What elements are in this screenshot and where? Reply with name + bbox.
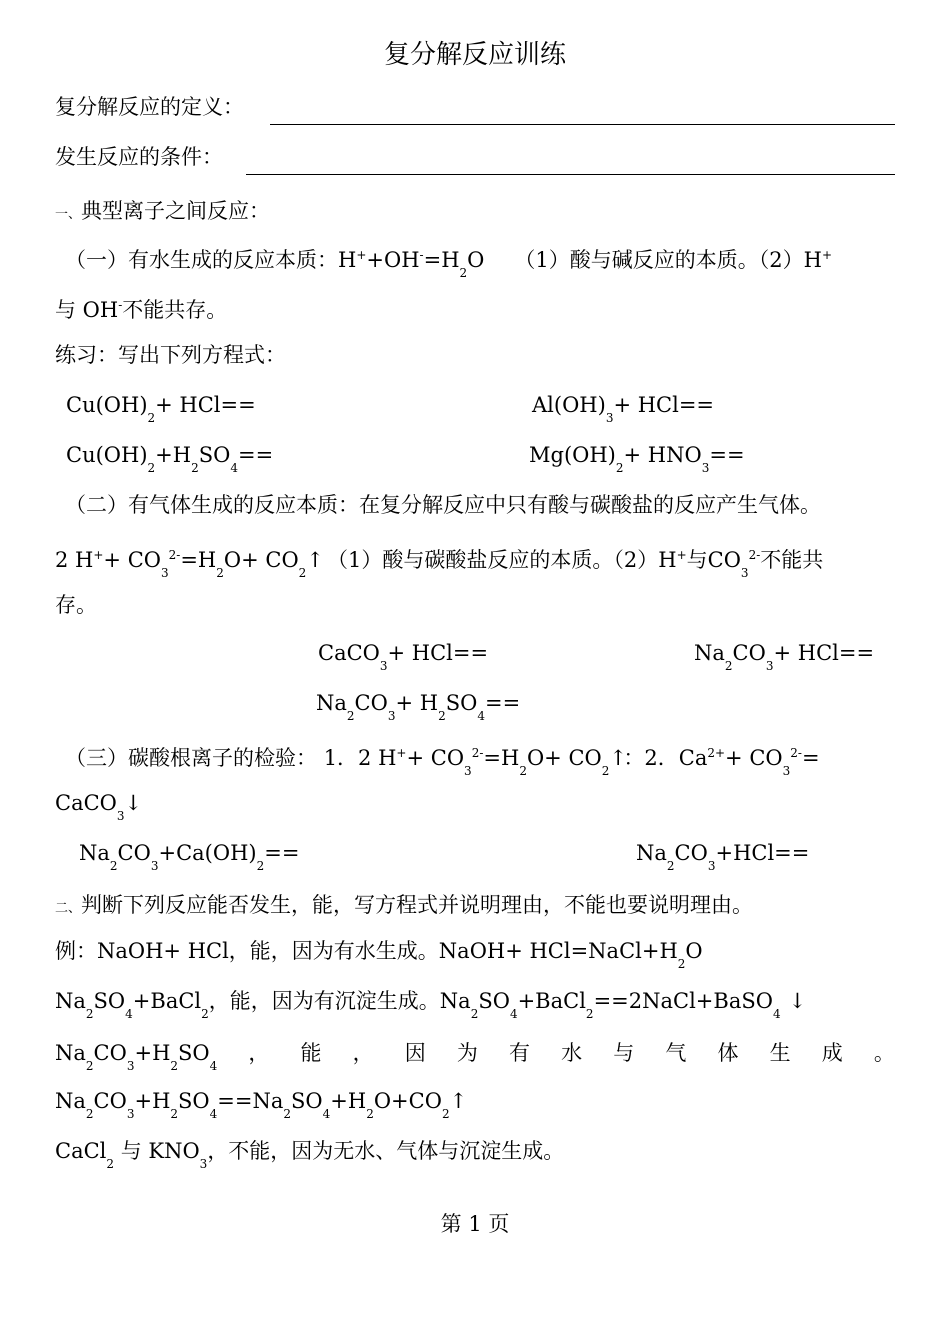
condition-blank[interactable] [246,174,895,175]
part2-line2: 2 $H^++ CO_3^{2-}=H_2O+$ $CO_2↑$ （1）酸与碳酸盐反应的本质。（2）H+与$CO_3^{2-}$不能共 [55,540,823,588]
example3-char: 因 [404,1041,426,1065]
section2-number: 二、 [55,901,82,916]
equation-mgoh2-hno3: $Mg(OH)_2+ HNO_3==$ [529,443,745,475]
example3-char: ， [352,1041,374,1065]
example3-char: ， [248,1041,270,1065]
example4-mid: 与 [120,1139,142,1163]
example-line1: 例：NaOH+ HCl，能，因为有水生成。NaOH+ $HCl=NaCl+H_2O$ [55,939,703,971]
example-prefix: 例： [55,939,97,963]
section1-title: 典型离子之间反应： [81,199,271,223]
section2-title: 判断下列反应能否发生，能，写方程式并说明理由，不能也要说明理由。 [81,893,754,917]
equation-cuoh2-hcl: $Cu(OH)_2+ HCl==$ [66,393,256,425]
arrow-up-icon: ↑ [609,746,627,770]
example3-char: 能 [300,1041,322,1065]
example3-char: 有 [509,1041,531,1065]
equation-na2co3-caoh2: $Na_2CO_3+Ca(OH)_2==$ [79,841,300,873]
part2-notes: （1）酸与碳酸盐反应的本质。（2） [327,548,659,572]
example3-char: 生 [769,1041,791,1065]
section1-number: 一、 [55,207,82,222]
example-line5: CaCl$_2$ 与 $KNO_3$，不能，因为无水、气体与沉淀生成。 [55,1139,565,1171]
equation-na2co3-hcl-2: $Na_2CO_3+HCl==$ [636,841,810,873]
example3-char: 体 [717,1041,739,1065]
example3-char: 水 [561,1041,583,1065]
equation-aloh3-hcl: $Al(OH)_3+ HCl==$ [532,393,715,425]
arrow-up-icon: ↑ [449,1089,468,1113]
part1-notes: （1）酸与碱反应的本质。（2） [514,248,804,272]
part1-ion-text: 与 OH- [55,298,123,322]
page-title: 复分解反应训练 [383,40,566,70]
part1-label: （一）有水生成的反应本质： [65,248,338,272]
example-line3 [55,1038,895,1081]
definition-line [55,92,244,122]
arrow-down-icon: ↓ [124,791,143,815]
part1-line1: （一）有水生成的反应本质：$H^++OH^-=H_2O$ （1）酸与碱反应的本质。（2）H+ [65,248,832,280]
definition-label: 复分解反应的定义： [55,95,244,119]
part3-line1: （三）碳酸根离子的检验： 1．2 $H^++ CO_3^{2-}=H_2O+$ $CO_2↑$：2．$Ca^{2+}+ CO_3^{2-}=$ [65,738,820,786]
example3-char: 为 [456,1041,478,1065]
arrow-down-icon: ↓ [788,989,807,1013]
example3-char: 。 [873,1041,895,1065]
example-line2: $Na_2SO_4+BaCl_2$，能，因为有沉淀生成。$Na_2SO_4+BaCl_2==2NaCl+BaSO_4↓$ [55,986,803,1029]
condition-label: 发生反应的条件： [55,145,223,169]
example4-reason: ，不能，因为无水、气体与沉淀生成。 [207,1139,565,1163]
example3-char: 成 [821,1041,843,1065]
practice-label: 练习：写出下列方程式： [55,343,286,367]
part2-mid: 与 [686,548,708,572]
part2-line3: 存。 [55,593,97,617]
part2-line1: （二）有气体生成的反应本质：在复分解反应中只有酸与碳酸盐的反应产生气体。 [65,493,821,517]
example-line4: $Na_2CO_3+H_2SO_4==Na_2SO_4+H_2O+CO_2↑$ [55,1086,464,1129]
part3-line2: CaCO$_3$↓ [55,788,139,831]
example1-reason: ，能，因为有水生成。 [228,939,439,963]
condition-line [55,142,223,172]
page-footer: 第 1 页 [440,1212,510,1236]
part1-line2 [55,290,227,325]
part3-step1: 1．2 [323,746,372,770]
example3-char: 气 [665,1041,687,1065]
equation-na2co3-hcl: $Na_2CO_3+ HCl==$ [694,641,875,673]
part1-line2-rest: 不能共存。 [122,298,228,322]
part2-tail: 不能共 [760,548,824,572]
example3-formula: $Na_2CO_3+H_2SO_4$ [55,1041,218,1073]
part3-step2: 2． [644,746,679,770]
equation-na2co3-h2so4: $Na_2CO_3+ H_2SO_4==$ [316,691,521,723]
definition-blank[interactable] [270,124,895,125]
section1-heading [55,196,270,230]
example3-char: 与 [613,1041,635,1065]
example2-reason: ，能，因为有沉淀生成。 [208,989,440,1013]
section2-heading [55,890,753,924]
arrow-up-icon: ↑ [306,548,324,572]
part3-label: （三）碳酸根离子的检验： [65,746,317,770]
part3-sep: ： [623,746,645,770]
equation-cuoh2-h2so4: $Cu(OH)_2+H_2SO_4==$ [66,443,274,475]
equation-caco3-hcl: CaCO$_3$+ HCl== [318,641,489,673]
